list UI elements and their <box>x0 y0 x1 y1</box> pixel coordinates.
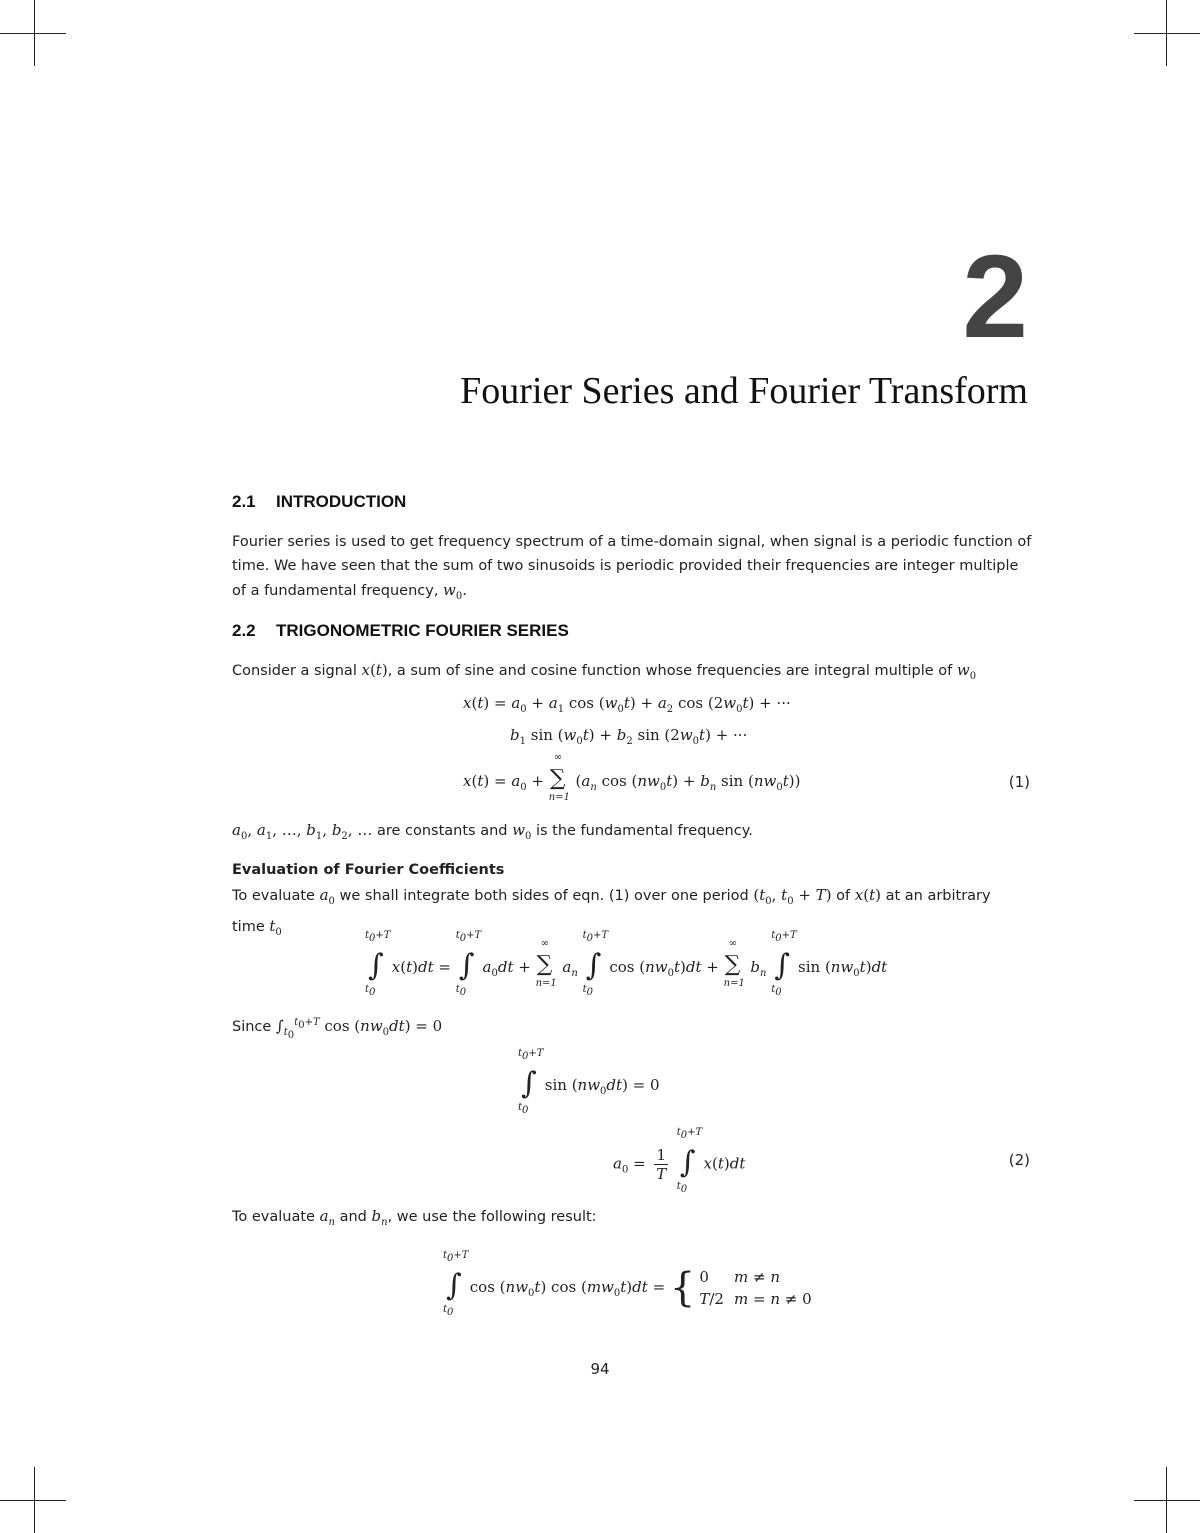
equation-series-line-1: $x(t) = a_0 + a_1$ $\cos (w_0t) + a_2$ $\cos (2w_0t)$ + ··· <box>463 694 791 715</box>
integral-symbol: $t_0+T$ ∫ $t_0$ <box>443 1250 469 1318</box>
fraction-1-over-T: $\frac{1}{T}$ <box>656 1146 667 1183</box>
math-a0: $a_0$ <box>319 886 335 907</box>
consider-text: , a sum of sine and cosine function whose frequencies are integral multiple of <box>387 663 953 679</box>
math-period: ($t_0$, $t_0 + T$) <box>753 886 832 907</box>
math-cos-integral: $\int_{t_0}^{t_0+T}$ $\cos (nw_0dt) = 0$ <box>275 1017 443 1041</box>
math-t0: $t_0$ <box>269 917 282 938</box>
math-bn: $b_n$ <box>371 1207 388 1228</box>
math-xt: x(t) <box>361 661 388 679</box>
consider-paragraph <box>232 658 1032 689</box>
section-number: 2.2 <box>232 621 256 640</box>
equation-integral-both-sides: $t_0+T$ ∫ $t_0$ x(t)dt = $t_0+T$ ∫ $t_0$ $a_0dt$ + ∞ ∑ n=1 $a_n$ $t_0+T$ ∫ $t_0$ $\cos (nw_0t)dt$ + ∞ ∑ n=1 $b_n$ $t_0+T$ ∫ $t_0$ $\sin (nw_0t)dt$ <box>365 930 888 998</box>
crop-mark-bottom-left-h <box>0 1500 66 1501</box>
left-brace: { <box>669 1265 696 1311</box>
crop-mark-top-left-h <box>0 33 66 34</box>
equation-orthogonality: $t_0+T$ ∫ $t_0$ $\cos (nw_0t)$ $\cos (mw_0t)dt$ = { 0 m ≠ n T/2 m = n ≠ 0 <box>443 1266 822 1310</box>
math-w0: $w_0$ <box>512 821 532 842</box>
page-number: 94 <box>590 1360 610 1378</box>
crop-mark-bottom-right-h <box>1134 1500 1200 1501</box>
evaluate-line-1 <box>232 883 1032 914</box>
integral-symbol: $t_0+T$ ∫ $t_0$ <box>771 930 797 998</box>
math-w0: $w_0$ <box>956 661 977 682</box>
integral-symbol: $t_0+T$ ∫ $t_0$ <box>676 1126 703 1195</box>
integral-symbol: $t_0+T$ ∫ $t_0$ <box>582 930 609 998</box>
chapter-number: 2 <box>962 231 1028 363</box>
intro-line: time. We have seen that the sum of two sinusoids is periodic provided their frequencies are integer multiple <box>232 558 1019 574</box>
section-title: TRIGONOMETRIC FOURIER SERIES <box>276 621 569 640</box>
equation-1: $x(t) = a_0$ + ∞ ∑ n=1 ($a_n$ $\cos (nw_0t) + b_n$ $\sin (nw_0t)$) <box>463 752 801 803</box>
math-w0: $w_0$. <box>443 581 468 602</box>
crop-mark-top-right-h <box>1134 33 1200 34</box>
equation-2: $a_0$ = $\frac{1}{T}$ $t_0+T$ ∫ $t_0$ x(t)dt <box>613 1126 746 1195</box>
constants-paragraph <box>232 818 1032 849</box>
equation-series-line-2: $b_1$ $\sin (w_0t) + b_2$ $\sin (2w_0t)$ + ··· <box>510 726 748 747</box>
summation-symbol: ∞ ∑ n=1 <box>723 938 745 989</box>
constants-text: are constants and <box>376 823 508 839</box>
section-title: INTRODUCTION <box>276 492 407 511</box>
integral-symbol: $t_0+T$ ∫ $t_0$ <box>455 930 482 998</box>
evaluate-an-bn-paragraph <box>232 1204 1032 1235</box>
intro-paragraph <box>232 530 1032 609</box>
since-text: Since <box>232 1019 272 1035</box>
section-number: 2.1 <box>232 492 256 511</box>
subheading-evaluation: Evaluation of Fourier Coefficients <box>232 862 505 878</box>
integral-symbol: $t_0+T$ ∫ $t_0$ <box>518 1048 544 1116</box>
constants-text: is the fundamental frequency. <box>535 823 753 839</box>
intro-line-text: of a fundamental frequency, <box>232 583 439 599</box>
consider-text: Consider a signal <box>232 663 357 679</box>
evaluate-text: and <box>339 1209 367 1225</box>
equation-sin-integral: $t_0+T$ ∫ $t_0$ $\sin (nw_0dt) = 0$ <box>518 1048 660 1116</box>
evaluate-text: , we use the following result: <box>387 1209 597 1225</box>
summation-symbol: ∞ ∑ n=1 <box>548 752 570 803</box>
evaluate-text: To evaluate <box>232 888 315 904</box>
section-heading-trig-fourier <box>232 621 569 641</box>
integral-symbol: $t_0+T$ ∫ $t_0$ <box>365 930 391 998</box>
since-paragraph <box>232 1011 1032 1048</box>
evaluate-a0-paragraph <box>232 883 1032 945</box>
evaluate-line-2 <box>232 914 1032 945</box>
intro-line-3 <box>232 578 1032 609</box>
cases-table: 0 m ≠ n T/2 m = n ≠ 0 <box>699 1268 812 1308</box>
section-heading-introduction <box>232 492 406 512</box>
evaluate-text: we shall integrate both sides of eqn. (1) over one period <box>339 888 749 904</box>
evaluate-text: To evaluate <box>232 1209 315 1225</box>
math-an: $a_n$ <box>319 1207 335 1228</box>
chapter-title: Fourier Series and Fourier Transform <box>460 370 1028 412</box>
evaluate-text: time <box>232 919 265 935</box>
equation-2-label: (2) <box>1008 1151 1030 1169</box>
summation-symbol: ∞ ∑ n=1 <box>535 938 557 989</box>
intro-line: Fourier series is used to get frequency spectrum of a time-domain signal, when signal is a periodic function of <box>232 534 1032 550</box>
evaluate-text: at an arbitrary <box>885 888 991 904</box>
equation-1-label: (1) <box>1008 773 1030 791</box>
evaluate-text: of <box>836 888 851 904</box>
math-xt: x(t) <box>854 886 881 904</box>
math-coefficients: $a_0$, $a_1$, …, $b_1$, $b_2$, … <box>232 821 373 842</box>
